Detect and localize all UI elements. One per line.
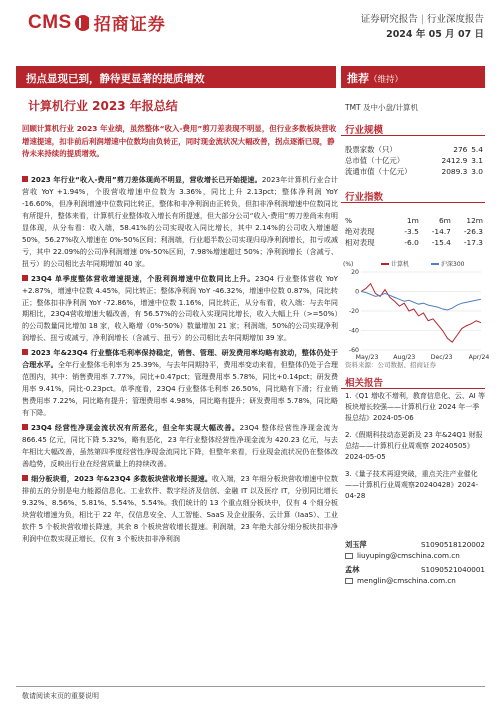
index-cell: -6.0 [404, 237, 419, 247]
y-tick-label: -60 [348, 347, 359, 354]
scale-cell: 3.1 [471, 156, 483, 165]
index-header-row [345, 215, 483, 226]
index-table [345, 215, 483, 248]
report-body [22, 174, 338, 548]
scale-cell: 5.4 [471, 145, 483, 154]
analyst-cert: S1090518120002 [420, 540, 485, 549]
industry-label: TMT 及中小盘/计算机 [345, 103, 419, 112]
related-report-link[interactable]: 2.《假期科技动态更新及 23 年&24Q1 财报总结——计算机行业周观察 20240505》2024-05-05 [345, 431, 483, 461]
paragraph-heading: 23Q4 单季度整体营收增速提速，个股利润增速中位数同比上升。 [31, 273, 255, 283]
index-cell: -26.3 [463, 226, 483, 236]
related-report-link[interactable]: 1.《Q1 增收不增利，教育信息化、云、AI 等板块增长较强——计算机行业 2024 年一季报总结》2024-05-06 [345, 392, 485, 422]
header-meta: 证券研究报告 | 行业深度报告 2024 年 05 月 07 日 [360, 14, 484, 40]
bullet-square-icon [22, 176, 28, 182]
paragraph-text: 全年行业整体毛利率为 25.39%，与去年同期持平，费用率变动来看，但整体仍处于合理范围内，其中：销售费用率 7.77%，同比+0.47pct；管理费用率 5.78%，同比+0.14pct；研发费用率 9.41%，同比-0.23pct。单季度看，23Q4 行业整体毛利率 26.50%，同比略有下滑；行业销售费用率 7.22%，同比略有提升；管理费用率 4.98%，同比略有提升；研发费用率 5.78%，同比略有下降。 [22, 360, 338, 418]
scale-cell: 276 [453, 145, 468, 154]
index-header-cell: 12m [466, 215, 483, 225]
report-type-tag: 证券研究报告 [360, 14, 418, 25]
scale-cell: 3.0 [471, 167, 483, 176]
analyst-cert: S1090521040001 [420, 565, 485, 574]
related-report-link[interactable]: 3.《量子技术再迎突破，重点关注产业催化——计算机行业周观察20240428》2024-04-28 [345, 470, 478, 500]
chart-source: 资料来源：公司数据、招商证券 [345, 361, 436, 369]
report-title: 计算机行业 2023 年报总结 [28, 99, 178, 113]
index-cell: -3.5 [404, 226, 419, 236]
paragraph-heading: 23Q4 经营性净现金流状况有所恶化，但全年实现大幅改善。 [31, 423, 240, 433]
y-tick-label: -40 [348, 327, 359, 335]
index-cell: -17.3 [463, 237, 483, 247]
body-paragraph [22, 273, 338, 345]
scale-cell: 总市值（十亿元） [345, 156, 405, 165]
x-tick-label: Aug/23 [393, 354, 416, 361]
chart-unit-label: (%) [343, 261, 354, 268]
paragraph-heading: 2023 年行业“收入-费用”剪刀差体现尚不明显，营收增长已开始提速。 [31, 175, 262, 184]
scale-cell: 2089.3 [441, 167, 468, 176]
bullet-square-icon [22, 475, 28, 481]
scale-cell: 股票家数（只） [345, 145, 397, 154]
scale-row [345, 166, 483, 177]
email-icon [345, 553, 353, 559]
logo-badge-icon [75, 15, 91, 31]
report-date: 2024 年 05 月 07 日 [386, 29, 484, 40]
report-header [0, 0, 500, 52]
x-tick-label: Apr/24 [468, 354, 490, 361]
series-line-1 [361, 292, 481, 311]
scale-row [345, 155, 483, 166]
bullet-square-icon [22, 349, 28, 355]
headline-banner: 拐点显现已到，静待更显著的提质增效 [16, 66, 336, 88]
index-performance-chart [341, 258, 490, 362]
index-cell: -14.7 [431, 226, 451, 236]
analyst-name: 刘玉萍 [345, 540, 367, 549]
rating-label: 推荐 [347, 72, 369, 85]
y-tick-label: 0 [355, 288, 359, 296]
index-row [345, 237, 483, 248]
analyst-email[interactable]: liuyuping@cmschina.com.cn [357, 550, 460, 560]
x-tick-label: May/23 [355, 354, 379, 361]
paragraph-heading: 细分板块看，2023 年&23Q4 多数板块营收增长提速。 [31, 473, 212, 483]
body-paragraph [22, 473, 338, 545]
legend-label: 计算机 [391, 261, 410, 268]
bullet-square-icon [22, 424, 28, 430]
scale-row [345, 144, 483, 155]
analyst-info [345, 540, 485, 590]
paragraph-text: 收入端，23 年细分板块营收增速中位数排前五的分别是电力能源信息化、工业软件、数字经济及信创、金融 IT 以及医疗 IT，分别同比增长 9.32%、8.56%、5.81%、5.54%、5.54%。我们统计的 13 个重点细分板块中，仅有 4 个细分板块营收增速为负，相比于 22 年，仅信息安全、人工智能、SaaS 及企业服务、云计算（IaaS）、工业软件 5 个板块营收增长降速，其余 8 个板块营收增长提速。利润端，23 年绝大部分细分板块扣非净利润中位数实现正增长，仅有 3 个板块扣非净利润 [22, 473, 338, 543]
email-icon [345, 578, 353, 584]
index-section-title: 行业指数 [341, 187, 485, 203]
legend-label: 沪深300 [441, 261, 465, 268]
bullet-square-icon [22, 275, 28, 281]
series-line-0 [361, 284, 481, 343]
paragraph-text: 23Q4 整体经营性净现金流为 866.45 亿元，同比下降 5.32%，略有恶化，23 年行业整体经营性净现金流为 420.23 亿元，与去年相比大幅改善，虽然第四季度经营性净现金流同比下降，但整年来看，行业现金流状况仍在整体改善趋势，反映出行业在经营质量上的持续改善。 [22, 423, 338, 468]
analyst-email[interactable]: menglin@cmschina.com.cn [357, 575, 456, 585]
scale-cell: 2412.9 [441, 156, 468, 165]
paragraph-text: 23Q4 行业整体营收 YoY +2.87%，增速中位数 4.45%，同比转正；整体净利润 YoY -46.32%，增速中位数 0.87%，同比转正；整体扣非净利润 YoY -72.86%，增速中位数 1.16%，同比转正，从分布看，收入端：与去年同期相比，23Q4营收增速大幅改善，有 56.57%的公司收入实现同比增长，收入大幅上升（>=50%）的公司数量同比增加 18 家，收入略增（0%-50%）数量增加 21 家；利润端，50%的公司实现净利润增长、扭亏或减亏，净利润增长（含减亏、扭亏）的公司相比去年同期增加 39 家。 [22, 273, 338, 343]
analyst-name: 孟林 [345, 565, 360, 574]
logo-cms-text: CMS [28, 11, 72, 33]
analyst-email-row[interactable] [345, 551, 485, 562]
footer-note: 敬请阅读末页的重要说明 [22, 692, 99, 700]
paragraph-heading: 2023 年&23Q4 行业整体毛利率保持稳定，销售、管理、研发费用率均略有波动，整体仍处于合理水平。 [22, 348, 338, 370]
index-row [345, 226, 483, 237]
index-header-cell: 6m [438, 215, 451, 225]
logo-cn-text: 招商证券 [93, 15, 166, 35]
related-section-title: 相关报告 [341, 373, 485, 389]
brand-logo [28, 10, 166, 35]
body-paragraph [22, 347, 338, 419]
x-tick-label: Dec/23 [430, 354, 453, 361]
index-header-cell: % [345, 215, 353, 225]
scale-table [345, 144, 483, 177]
scale-cell: 流通市值（十亿元） [345, 167, 412, 176]
body-paragraph [22, 174, 338, 270]
rating-sub: （维持） [369, 75, 404, 85]
analyst-email-row[interactable] [345, 576, 485, 587]
y-tick-label: 20 [351, 269, 359, 276]
footer-divider [16, 686, 485, 687]
summary-text: 回顾计算机行业 2023 年业绩，虽然整体“收入-费用”剪刀差表现不明显，但行业多数板块营收增速提速，扣非前后利润增速中位数均由负转正，同时现金流状况大幅改善，拐点逐渐已现，静待未来持续的提质增效。 [22, 124, 337, 159]
y-tick-label: -20 [348, 308, 359, 315]
scale-section-title: 行业规模 [341, 120, 485, 136]
paragraph-text: 2023年计算机行业合计营收 YoY +1.94%，个股营收增速中位数为 3.36%，同比上升 2.13pct；整体净利润 YoY -16.60%，但净利润增速中位数同比转正，整体和非净利润由正转负，但扣非净利润增速中位数同比有所提升，整体来看，计算机行业整体收入增长有所提速，但大部分公司“收入-费用”剪刀差尚未有明显体现，从分布看：收入端，58.41%的公司实现收入同比增长，其中 2.14%的公司收入增速超 50%，56.27%收入增速在 0%-50%区间；利润端，行业超半数公司实现归母净利润增长，扣亏或减亏，其中 22.09%的公司净利润增速 0%-50%区间，7.98%增速超过 50%；净利润增长（含减亏、扭亏）的公司相比去年同期增加 40 家。 [22, 175, 338, 268]
analyst-row [345, 565, 485, 576]
index-cell: 绝对表现 [345, 226, 375, 236]
related-reports [345, 391, 485, 508]
report-subtype-tag: 行业深度报告 [426, 14, 484, 25]
index-cell: 相对表现 [345, 237, 375, 247]
index-cell: -15.4 [431, 237, 451, 247]
index-header-cell: 1m [406, 215, 419, 225]
rating-banner [341, 66, 485, 88]
body-paragraph [22, 422, 338, 470]
analyst-row [345, 540, 485, 551]
